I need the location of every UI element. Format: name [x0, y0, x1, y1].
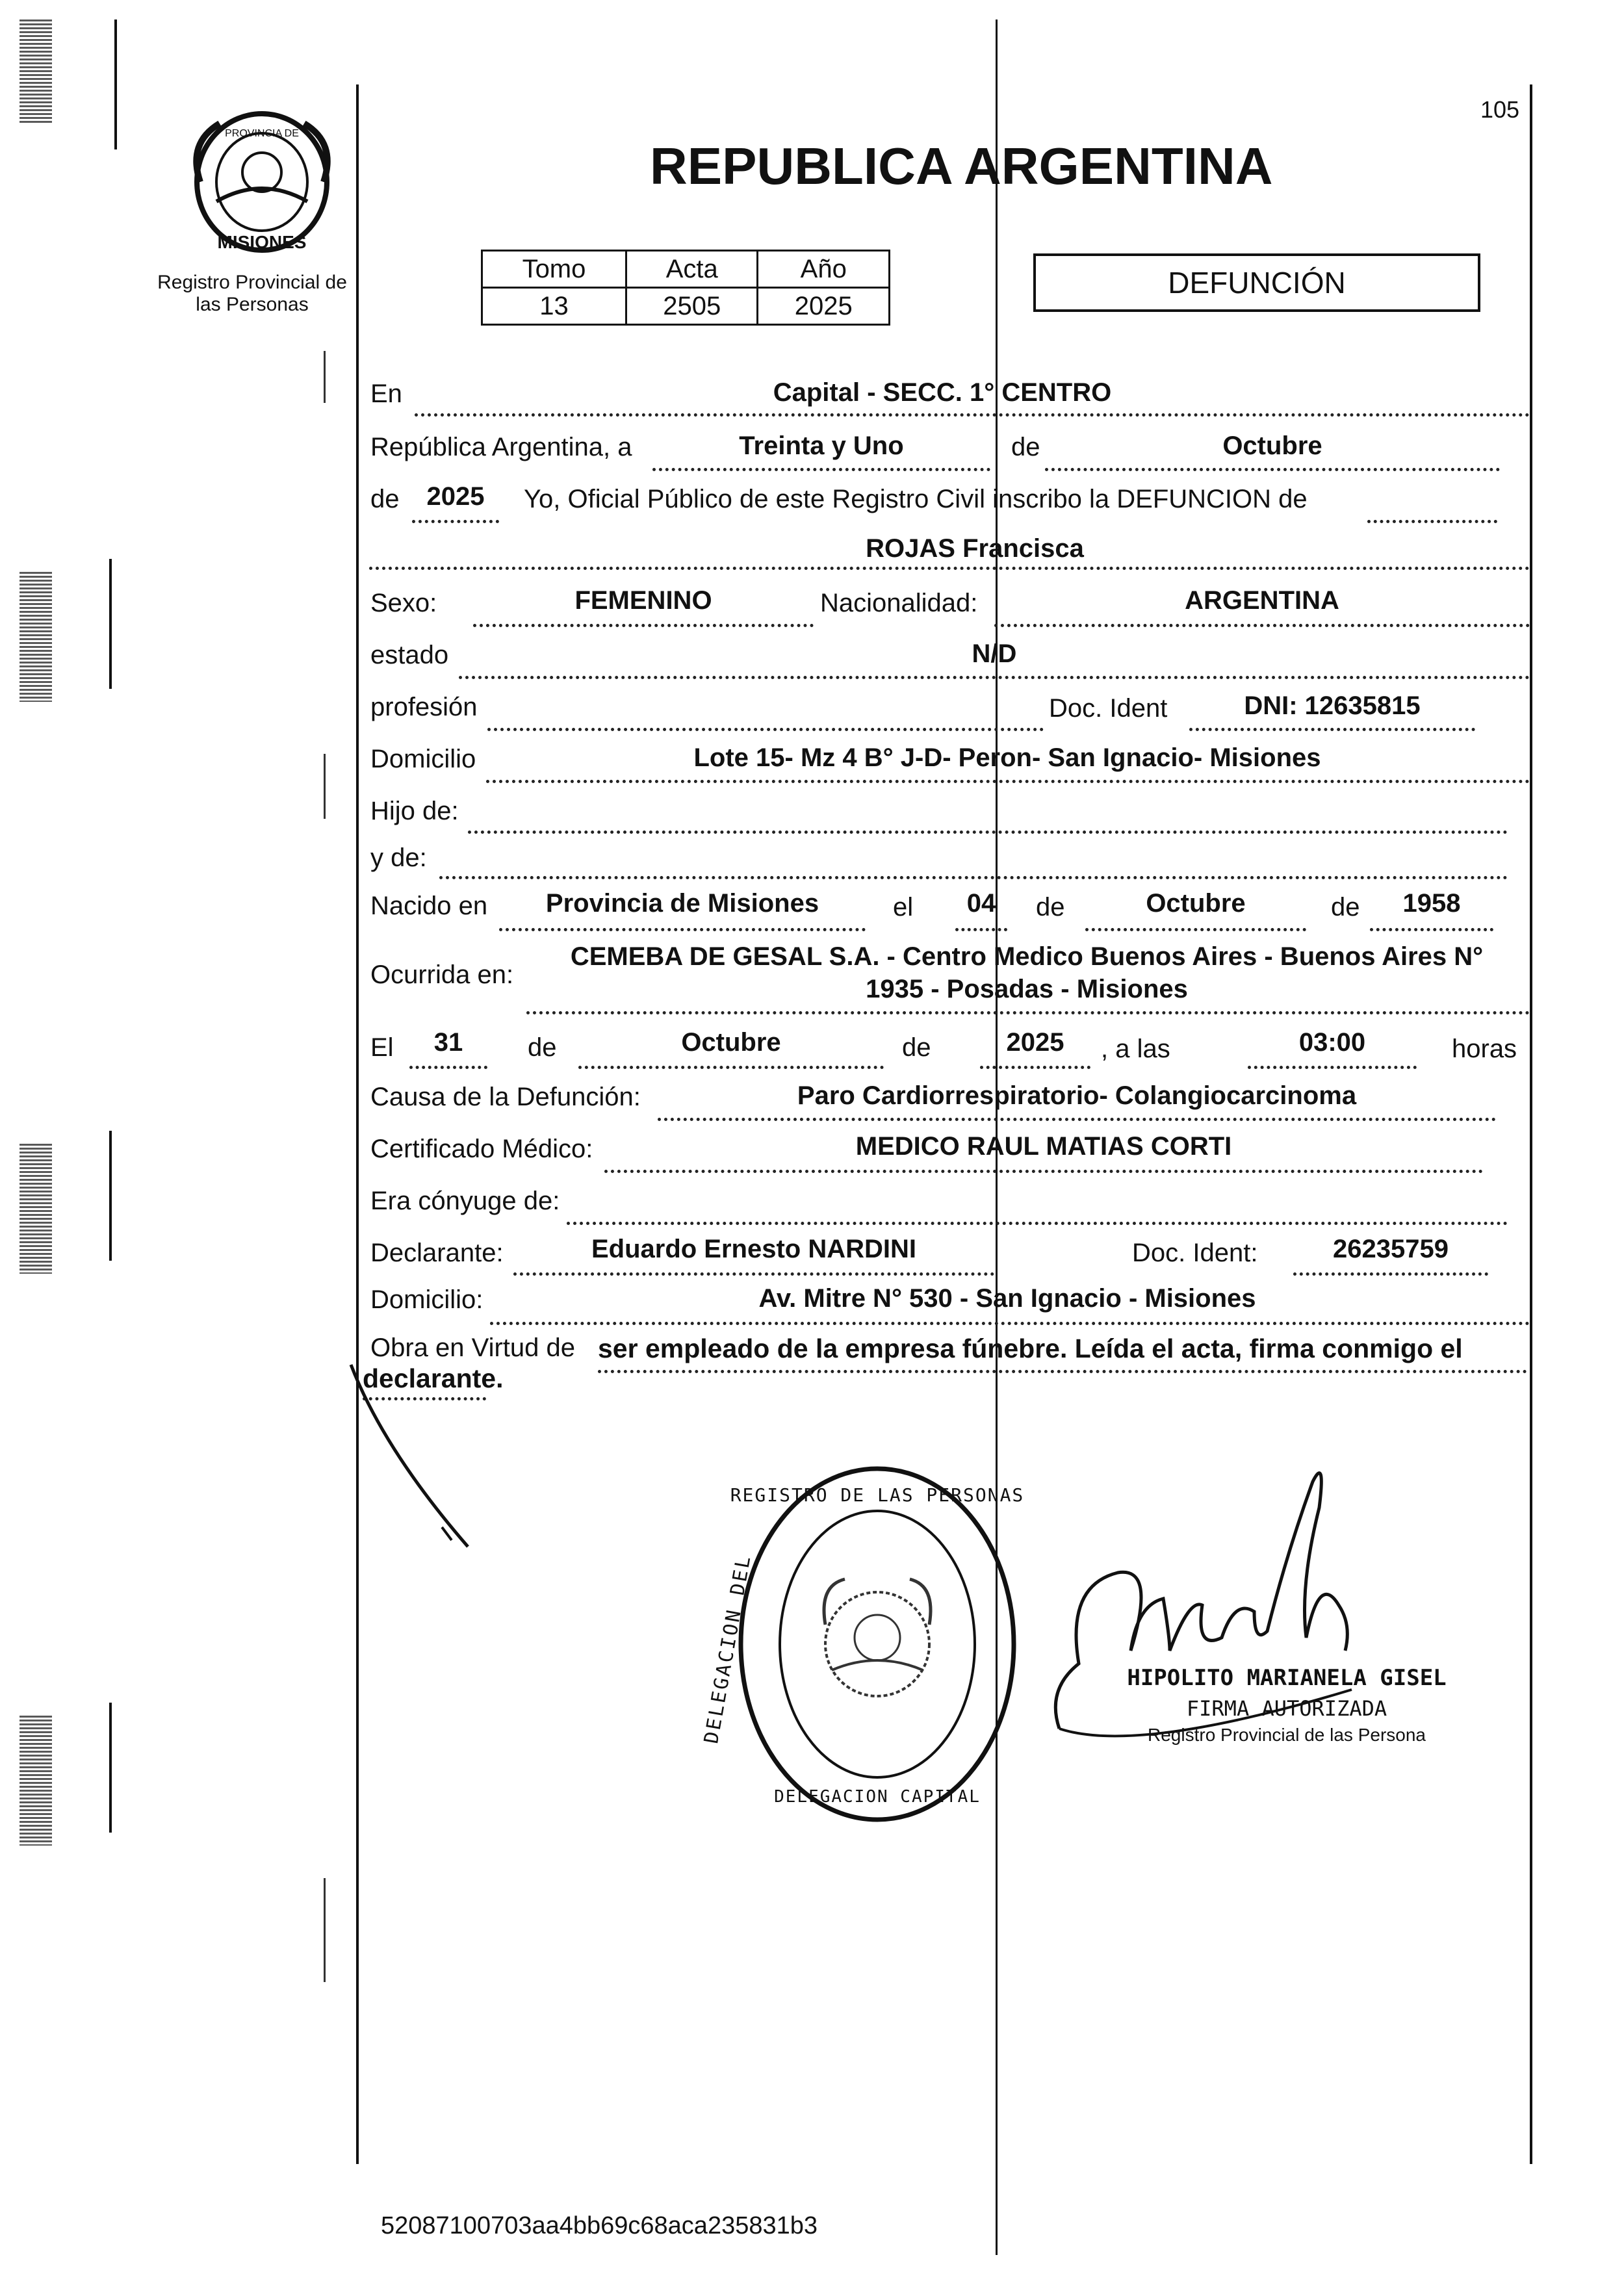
de-label-6: de: [902, 1033, 931, 1062]
svg-text:MISIONES: MISIONES: [217, 232, 307, 252]
margin-rule: [114, 19, 117, 149]
left-border-line: [356, 84, 359, 2164]
registry-label-line-1: Registro Provincial de: [157, 272, 347, 293]
certificado-value: MEDICO RAUL MATIAS CORTI: [855, 1132, 1232, 1161]
table-header-acta: Acta: [626, 251, 758, 288]
profesion-dotted-line: [487, 728, 1044, 731]
de-label-4: de: [1331, 893, 1360, 921]
nacido-value: Provincia de Misiones: [545, 889, 819, 918]
obra-dotted-line-1: [598, 1370, 1527, 1373]
nacionalidad-label: Nacionalidad:: [820, 589, 978, 617]
def-mes-value: Octubre: [681, 1028, 781, 1057]
hora-dotted-line: [1248, 1066, 1417, 1069]
margin-rule: [109, 1703, 112, 1833]
doc-value: DNI: 12635815: [1244, 691, 1421, 720]
nac-dia-value: 04: [966, 889, 996, 918]
ocurrida-line-2: 1935 - Posadas - Misiones: [866, 975, 1188, 1003]
def-dia-value: 31: [433, 1028, 463, 1057]
declarante-value: Eduardo Ernesto NARDINI: [591, 1235, 917, 1263]
domicilio2-label: Domicilio:: [370, 1285, 483, 1314]
def-mes-dotted-line: [578, 1066, 884, 1069]
domicilio-dotted-line: [486, 780, 1530, 783]
act-type-box: [1033, 253, 1480, 312]
certificado-label: Certificado Médico:: [370, 1135, 593, 1163]
ocurrida-dotted-line: [526, 1011, 1530, 1014]
stamp-bottom-text: DELEGACION CAPITAL: [774, 1787, 981, 1807]
stamp-top-text: REGISTRO DE LAS PERSONAS: [730, 1484, 1025, 1506]
signer-title: FIRMA AUTORIZADA: [1186, 1696, 1387, 1721]
causa-value: Paro Cardiorrespiratorio- Colangiocarcinoma: [797, 1081, 1357, 1110]
def-dia-dotted-line: [409, 1066, 487, 1069]
scan-artifact: [19, 572, 52, 702]
nacionalidad-value: ARGENTINA: [1185, 586, 1339, 615]
el2-label: El: [370, 1033, 394, 1062]
closing-diagonal-line: [344, 1352, 487, 1560]
nac-mes-dotted-line: [1085, 928, 1306, 931]
obra-label: Obra en Virtud de: [370, 1334, 576, 1362]
en-label: En: [370, 380, 402, 408]
mes-value: Octubre: [1222, 432, 1322, 460]
table-value-tomo: 13: [482, 288, 626, 325]
de-label-2: de: [370, 485, 400, 513]
nacido-dotted-line: [499, 928, 866, 931]
nacionalidad-dotted-line: [994, 624, 1530, 627]
dia-dotted-line: [652, 468, 990, 471]
def-anio-dotted-line: [980, 1066, 1090, 1069]
act-type-label: DEFUNCIÓN: [1168, 266, 1346, 300]
de-label-3: de: [1036, 893, 1065, 921]
act-table: [481, 250, 890, 326]
sexo-value: FEMENINO: [574, 586, 712, 615]
certificado-dotted-line: [604, 1170, 1483, 1173]
declarante-label: Declarante:: [370, 1239, 504, 1267]
hora-value: 03:00: [1298, 1028, 1366, 1057]
scan-tick: [324, 1878, 326, 1982]
hijo-label: Hijo de:: [370, 797, 459, 825]
de-label-5: de: [528, 1033, 557, 1062]
estado-value: N/D: [972, 639, 1017, 668]
causa-label: Causa de la Defunción:: [370, 1083, 641, 1111]
yde-label: y de:: [370, 844, 427, 872]
table-header-anio: Año: [758, 251, 890, 288]
country-title: REPUBLICA ARGENTINA: [650, 137, 1273, 195]
de-label: de: [1011, 433, 1040, 461]
anio-value: 2025: [426, 482, 485, 511]
nombre-value: ROJAS Francisca: [866, 534, 1084, 563]
domicilio-value: Lote 15- Mz 4 B° J-D- Peron- San Ignacio- Misiones: [693, 743, 1321, 772]
alas-label: , a las: [1101, 1035, 1170, 1063]
nombre-dotted-line-top: [369, 567, 1530, 570]
table-value-acta: 2505: [626, 288, 758, 325]
sexo-dotted-line: [473, 624, 814, 627]
nac-anio-dotted-line: [1370, 928, 1493, 931]
causa-dotted-line: [658, 1118, 1496, 1121]
yde-dotted-line: [439, 876, 1508, 879]
domicilio2-dotted-line: [490, 1322, 1530, 1325]
inscribo-text: Yo, Oficial Público de este Registro Civil inscribo la DEFUNCION de: [524, 485, 1308, 513]
en-dotted-line: [415, 413, 1530, 417]
estado-dotted-line: [459, 676, 1530, 679]
margin-rule: [109, 1131, 112, 1261]
signer-org: Registro Provincial de las Persona: [1148, 1725, 1426, 1745]
obra-line-1: ser empleado de la empresa fúnebre. Leída el acta, firma conmigo el: [598, 1334, 1463, 1363]
hijo-dotted-line: [468, 831, 1508, 834]
def-anio-value: 2025: [1006, 1028, 1064, 1057]
en-value: Capital - SECC. 1° CENTRO: [773, 378, 1112, 407]
registry-label-line-2: las Personas: [196, 294, 309, 315]
inscribo-dotted-line: [1367, 520, 1497, 523]
domicilio-label: Domicilio: [370, 745, 476, 773]
nac-anio-value: 1958: [1402, 889, 1461, 918]
republica-label: República Argentina, a: [370, 433, 632, 461]
right-border-line: [1530, 84, 1532, 2164]
doc-dotted-line: [1189, 728, 1475, 731]
table-header-tomo: Tomo: [482, 251, 626, 288]
doc2-value: 26235759: [1333, 1235, 1449, 1263]
profesion-label: profesión: [370, 693, 478, 721]
table-value-anio: 2025: [758, 288, 890, 325]
ocurrida-label: Ocurrida en:: [370, 960, 514, 989]
declarante-dotted-line: [513, 1272, 994, 1276]
estado-label: estado: [370, 641, 449, 669]
mes-dotted-line: [1045, 468, 1500, 471]
provincial-seal: [174, 104, 350, 260]
anio-dotted-line: [412, 520, 499, 523]
scan-artifact: [19, 1144, 52, 1274]
scan-tick: [324, 351, 326, 403]
scan-artifact: [19, 1716, 52, 1846]
el-label: el: [893, 893, 914, 921]
horas-label: horas: [1452, 1035, 1517, 1063]
registry-label: [148, 272, 356, 316]
doc2-label: Doc. Ident:: [1132, 1239, 1258, 1267]
page-number: 105: [1480, 96, 1520, 123]
registry-stamp: [700, 1456, 1027, 1833]
doc2-dotted-line: [1293, 1272, 1488, 1276]
margin-rule: [109, 559, 112, 689]
nacido-label: Nacido en: [370, 892, 488, 920]
scan-tick: [324, 754, 326, 819]
sexo-label: Sexo:: [370, 589, 437, 617]
nac-dia-dotted-line: [955, 928, 1007, 931]
conyuge-dotted-line: [567, 1222, 1508, 1225]
ocurrida-line-1: CEMEBA DE GESAL S.A. - Centro Medico Buenos Aires - Buenos Aires N°: [570, 942, 1484, 971]
doc-label: Doc. Ident: [1049, 694, 1168, 723]
domicilio2-value: Av. Mitre N° 530 - San Ignacio - Misiones: [758, 1284, 1256, 1313]
signer-name: HIPOLITO MARIANELA GISEL: [1127, 1665, 1447, 1691]
nac-mes-value: Octubre: [1146, 889, 1246, 918]
dia-value: Treinta y Uno: [739, 432, 904, 460]
svg-text:PROVINCIA DE: PROVINCIA DE: [225, 128, 299, 139]
conyuge-label: Era cónyuge de:: [370, 1187, 560, 1215]
document-hash: 52087100703aa4bb69c68aca235831b3: [381, 2212, 818, 2239]
stamp-side-text: DELEGACION DEL: [700, 1553, 756, 1746]
obra-line-2: declarante.: [363, 1363, 504, 1393]
scan-artifact: [19, 19, 52, 123]
